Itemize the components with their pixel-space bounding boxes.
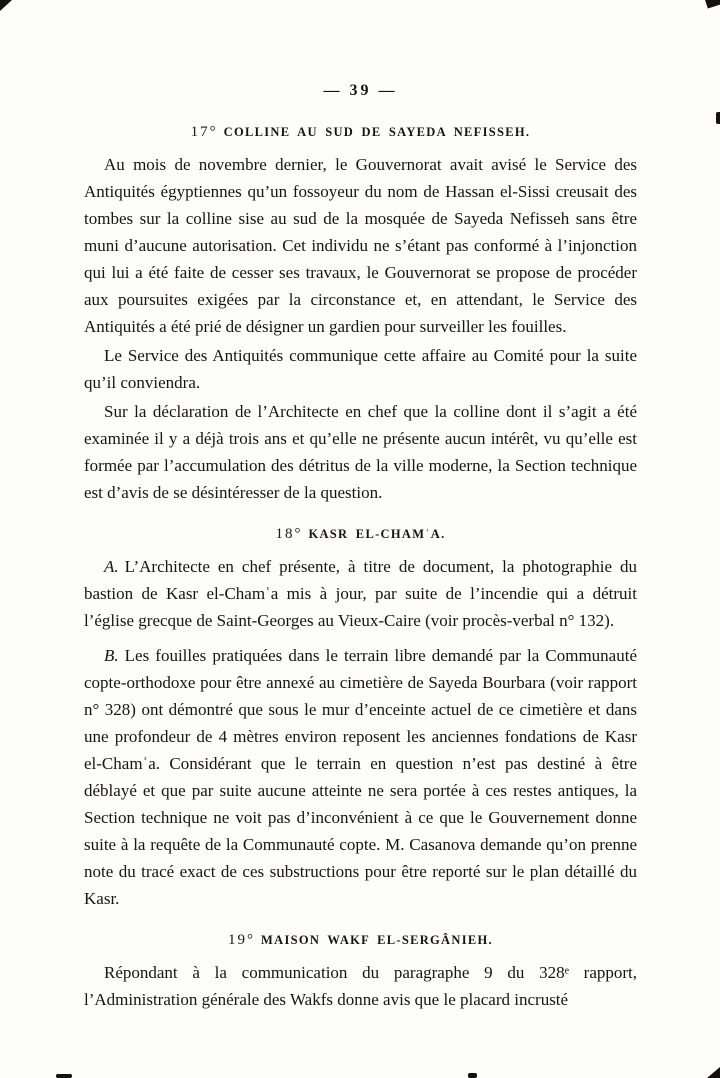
heading-title: MAISON WAKF EL-SERGÂNIEH. — [261, 933, 493, 947]
section-17-colline — [84, 120, 637, 506]
paragraph — [84, 398, 637, 506]
paragraph — [84, 151, 637, 340]
heading-title: COLLINE AU SUD DE SAYEDA NEFISSEH. — [223, 125, 531, 139]
scan-artifact — [56, 1074, 72, 1078]
scan-artifact — [705, 0, 720, 9]
paragraph — [84, 642, 637, 912]
heading-number: 17° — [190, 124, 218, 140]
paragraph — [84, 342, 637, 396]
scan-artifact — [468, 1073, 477, 1078]
paragraph — [84, 553, 637, 634]
paragraph-lead: B. — [104, 646, 119, 665]
scan-artifact — [707, 1067, 720, 1078]
scan-artifact — [716, 112, 720, 124]
paragraph-lead: A. — [104, 557, 119, 576]
page-content — [84, 82, 637, 1013]
section-18-kasr-el-chama — [84, 522, 637, 912]
paragraph-text: Le Service des Antiquités communique cette affaire au Comité pour la suite qu’il conviendra. — [84, 346, 637, 392]
paragraph-text: Les fouilles pratiquées dans le terrain libre demandé par la Communauté copte-orthodoxe pour être annexé au cimetière de Sayeda Bourbara (voir rapport n° 328) ont démontré que sous le mur d’enceinte actuel de ce cimetière et dans une profondeur de 4 mètres environ reposent les anciennes fondations de Kasr el-Chamʿa. Considérant que le terrain en question n’est pas destiné à être déblayé et que par suite aucune atteinte ne sera portée à ces restes antiques, la Section technique ne voit pas d’inconvénient à ce que le Gouvernement donne suite à la requête de la Communauté copte. M. Casanova demande qu’on prenne note du tracé exact de ces substructions pour être reporté sur le plan détaillé du Kasr. — [84, 646, 637, 908]
paragraph — [84, 959, 637, 1013]
paragraph-text: Sur la déclaration de l’Architecte en chef que la colline dont il s’agit a été examinée il y a déjà trois ans et qu’elle ne présente aucun intérêt, vu qu’elle est formée par l’accumulation des détritus de la ville moderne, la Section technique est d’avis de se désintéresser de la question. — [84, 402, 637, 502]
scan-artifact — [0, 0, 12, 11]
section-heading — [84, 928, 637, 949]
heading-number: 19° — [228, 932, 256, 948]
heading-number: 18° — [275, 526, 303, 542]
section-19-maison-wakf — [84, 928, 637, 1013]
heading-title: KASR EL-CHAMʿA. — [308, 527, 446, 541]
section-heading — [84, 120, 637, 141]
paragraph-text: Au mois de novembre dernier, le Gouvernorat avait avisé le Service des Antiquités égyptiennes qu’un fossoyeur du nom de Hassan el-Sissi creusait des tombes sur la colline sise au sud de la mosquée de Sayeda Nefisseh sans être muni d’aucune autorisation. Cet individu ne s’étant pas conformé à l’injonction qui lui a été faite de cesser ses travaux, le Gouvernorat se propose de procéder aux poursuites exigées par la circonstance et, en attendant, le Service des Antiquités a été prié de désigner un gardien pour surveiller les fouilles. — [84, 155, 637, 336]
paragraph-text: L’Architecte en chef présente, à titre de document, la photographie du bastion de Kasr el-Chamʿa mis à jour, par suite de l’incendie qui a détruit l’église grecque de Saint-Georges au Vieux-Caire (voir procès-verbal n° 132). — [84, 557, 637, 630]
page-number: — 39 — — [323, 82, 398, 99]
section-heading — [84, 522, 637, 543]
paragraph-text: Répondant à la communication du paragraphe 9 du 328ᵉ rapport, l’Administration générale des Wakfs donne avis que le placard incrusté — [84, 963, 637, 1009]
